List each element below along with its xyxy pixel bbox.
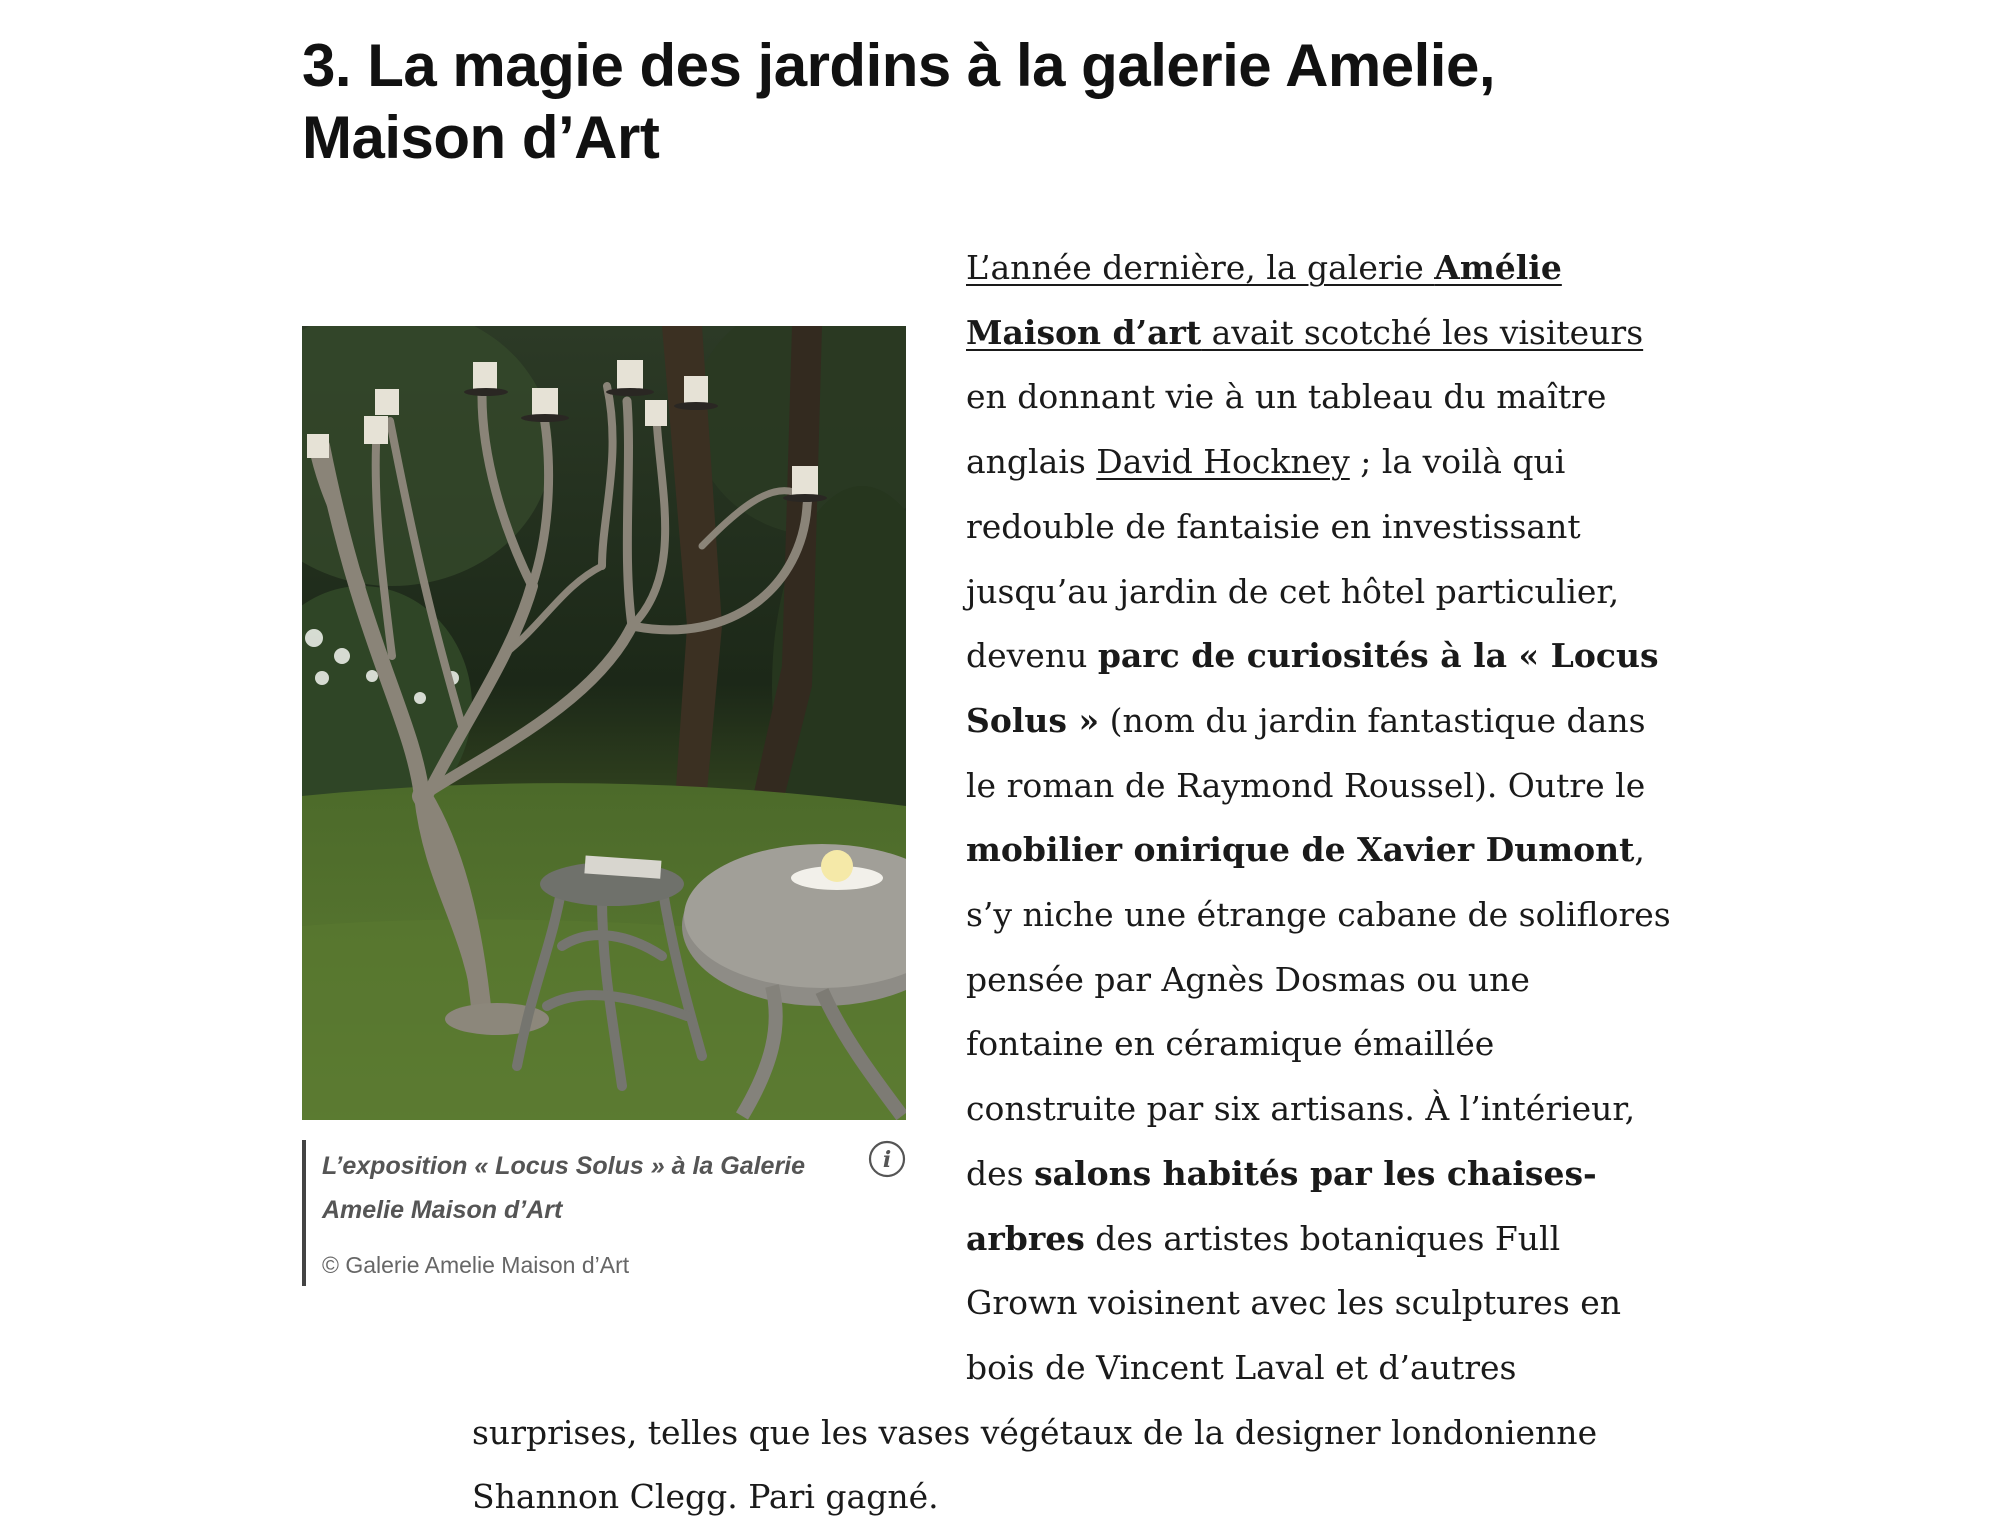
garden-sculpture-photo — [302, 326, 906, 1120]
body-line: devenu parc de curiosités à la « Locus — [966, 636, 1659, 676]
body-line: en donnant vie à un tableau du maître — [966, 377, 1607, 417]
amelie-link-continued[interactable]: Maison d’art avait scotché les visiteurs — [966, 312, 1644, 352]
body-line — [966, 236, 1686, 301]
david-hockney-link[interactable]: David Hockney — [1096, 442, 1350, 482]
body-line: bois de Vincent Laval et d’autres — [966, 1347, 1517, 1387]
info-icon[interactable] — [868, 1140, 906, 1178]
info-icon-label: i — [882, 1147, 892, 1173]
body-line — [966, 301, 1686, 366]
section-heading: 3. La magie des jardins à la galerie Amelie, Maison d’Art — [302, 32, 1495, 171]
photo-credit: © Galerie Amelie Maison d’Art — [322, 1252, 630, 1278]
body-line: des salons habités par les chaises- — [966, 1153, 1597, 1193]
body-line: mobilier onirique de Xavier Dumont, — [966, 830, 1645, 870]
body-line: arbres des artistes botaniques Full — [966, 1218, 1561, 1258]
article-figure — [302, 326, 906, 1286]
figure-caption — [302, 1140, 906, 1286]
amelie-link[interactable]: L’année dernière, la galerie Amélie — [966, 248, 1562, 287]
caption-text: L’exposition « Locus Solus » à la Galerie Amelie Maison d’Art — [322, 1152, 806, 1224]
body-line: fontaine en céramique émaillée — [966, 1024, 1495, 1064]
body-line: jusqu’au jardin de cet hôtel particulier, — [966, 571, 1620, 611]
body-line: construite par six artisans. À l’intérieur, — [966, 1089, 1636, 1129]
body-line: surprises, telles que les vases végétaux de la designer londonienne — [472, 1412, 1598, 1452]
body-line: Shannon Clegg. Pari gagné. — [472, 1477, 939, 1517]
body-line: Grown voisinent avec les sculptures en — [966, 1283, 1622, 1323]
body-line: redouble de fantaisie en investissant — [966, 506, 1581, 546]
body-line: le roman de Raymond Roussel). Outre le — [966, 765, 1646, 805]
body-line: Solus » (nom du jardin fantastique dans — [966, 700, 1646, 740]
body-line: pensée par Agnès Dosmas ou une — [966, 959, 1530, 999]
body-line: anglais David Hockney ; la voilà qui — [966, 442, 1566, 482]
body-line: s’y niche une étrange cabane de soliflores — [966, 895, 1671, 935]
